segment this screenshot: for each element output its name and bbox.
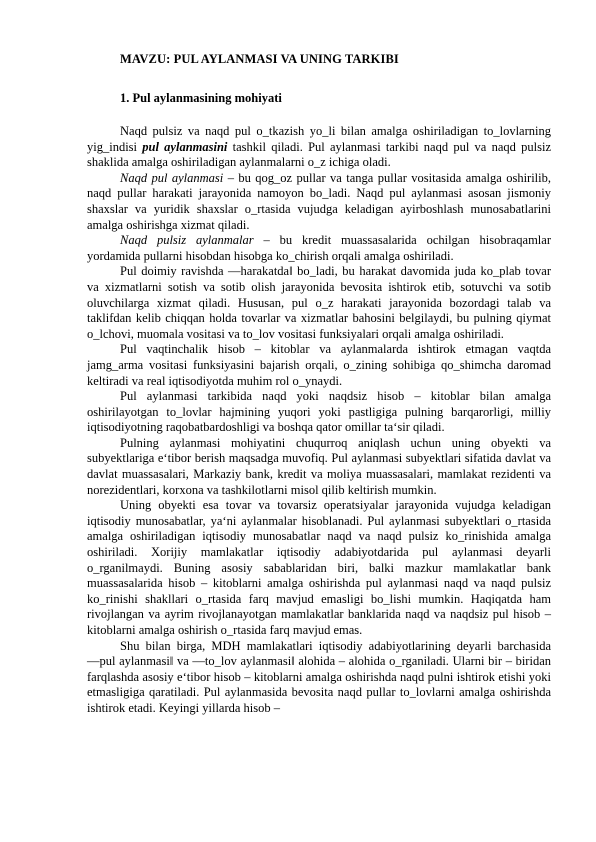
paragraph-text-segment: tashkil qiladi. Pul aylanmasi tarkibi naqd pul va naqd pulsiz shaklida amalga oshiriladigan aylanmalarni o_z ichiga oladi. <box>87 139 551 170</box>
paragraph-text-segment: Pul aylanmasi tarkibida naqd yoki naqdsiz hisob – kitoblar bilan amalga oshirilayotgan to_lovlar hajmining yuqori yoki pastligiga pulning barqarorligi, milliy iqtisodiyotning raqobatbardoshligi va boshqa qator omillar taʻsir qiladi. <box>87 389 551 435</box>
body-text <box>87 124 551 717</box>
paragraph <box>87 233 551 264</box>
paragraph <box>87 124 551 171</box>
paragraph-text-segment: – bu kredit muassasalarida ochilgan hisobraqamlar yordamida pullarni hisobdan hisobga ko_chirish orqali amalga oshiriladi. <box>87 233 551 263</box>
paragraph <box>87 171 551 233</box>
paragraph <box>87 389 551 436</box>
paragraph-text-segment: Naqd pulsiz aylanmalar <box>120 233 254 248</box>
paragraph-text-segment: Pul doimiy ravishda ―harakatda‖ bo_ladi, bu harakat davomida juda ko_plab tovar va xizmatlarni sotish va sotib olish jarayonida bevosita ishtirok etib, sotuvchi va sotib oluvchilarga xizmat qiladi. Hususan, pul o_z harakati jarayonida bozordagi talab va taklifdan kelib chiqqan holda tovarlar va xizmatlar bahosini belgilaydi, bu pulning qiymat o_lchovi, muomala vositasi va to_lov vositasi funksiyalari orqali amalga oshiriladi. <box>87 264 551 341</box>
paragraph <box>87 639 551 717</box>
paragraph-text-segment: Pul vaqtinchalik hisob – kitoblar va aylanmalarda ishtirok etmagan vaqtda jamg_arma vositasi funksiyasini bajarish orqali, o_zining sohibiga qo_shimcha daromad keltiradi va real iqtisodiyotda muhim rol o_ynaydi. <box>87 342 551 388</box>
paragraph-text-segment: Naqd pulsiz va naqd pul o_tkazish yo_li bilan amalga oshiriladigan to_lovlarning yig_indisi <box>87 124 551 154</box>
paragraph <box>87 498 551 638</box>
paragraph <box>87 436 551 498</box>
paragraph-text-segment: Naqd pul aylanmasi <box>120 170 224 185</box>
section-heading: 1. Pul aylanmasining mohiyati <box>120 91 282 105</box>
paragraph <box>87 264 551 342</box>
document-title: MAVZU: PUL AYLANMASI VA UNING TARKIBI <box>120 52 399 66</box>
paragraph-text-segment: Uning obyekti esa tovar va tovarsiz operatsiyalar jarayonida vujudga keladigan iqtisodiy munosabatlar, yaʻni aylanmalar hisoblanadi. Pul aylanmasi subyektlari o_rtasida amalga oshiriladigan iqtisodiy munosabatlar naqd va naqd pulsiz ko_rinishida amalga oshiriladi. Xorijiy mamlakatlar iqtisodiy adabiyotdarida pul aylanmasi deyarli o_rganilmaydi. Buning asosiy sabablaridan biri, balki mazkur mamlakatlar bank muassasalarida hisob – kitoblarni amalga oshirishda pul aylanmasi naqd va naqd pulsiz ko_rinishi shakllari o_rtasida farq mavjud emasligi bo_lishi mumkin. Haqiqatda ham rivojlangan va ayrim rivojlanayotgan mamlakatlar banklarida naqd va naqdsiz pul hisob – kitoblarni amalga oshirish o_rtasida farq mavjud emas. <box>87 498 551 637</box>
paragraph <box>87 342 551 389</box>
paragraph-text-segment: Pulning aylanmasi mohiyatini chuqurroq aniqlash uchun uning obyekti va subyektlariga eʻtibor berish maqsadga muvofiq. Pul aylanmasi subyektlari sifatida davlat va davlat muassasalari, Markaziy bank, kredit va moliya muassasalari, mamlakat rezidenti va norezidentlari, korxona va tashkilotlarni misol qilib keltirish mumkin. <box>87 435 551 497</box>
paragraph-text-segment: Shu bilan birga, MDH mamlakatlari iqtisodiy adabiyotlarining deyarli barchasida ―pul aylanmasi‖ va ―to_lov aylanmasi‖ alohida – alohida o_rganiladi. Ularni bir – biridan farqlashda asosiy eʻtibor hisob – kitoblarni amalga oshirishda naqd pulni ishtirok etishi yoki etmasligiga qaratiladi. Pul aylanmasida bevosita naqd pullar to_lovlarni amalga oshirishda ishtirok etadi. Keyingi yillarda hisob – <box>87 638 551 715</box>
paragraph-text-segment: pul aylanmasini <box>142 139 228 154</box>
paragraph-text-segment: – bu qog_oz pullar va tanga pullar vositasida amalga oshirilib, naqd pullar harakati jarayonida namoyon bo_ladi. Naqd pul aylanmasi asosan jismoniy shaxslar va yuridik shaxslar o_rtasida vujudga keladigan ayirboshlash munosabatlarini amalga oshirishga xizmat qiladi. <box>87 170 552 232</box>
